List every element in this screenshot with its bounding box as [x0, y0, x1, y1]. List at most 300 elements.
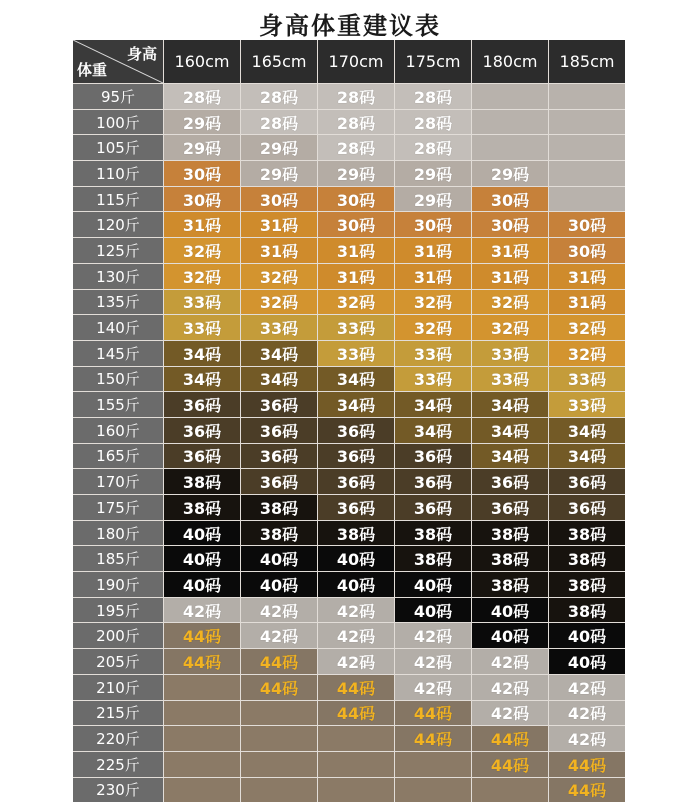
size-cell — [472, 572, 548, 597]
size-cell — [318, 238, 394, 263]
size-cell — [472, 726, 548, 751]
weight-label: 115斤 — [73, 187, 163, 212]
weight-label: 220斤 — [73, 726, 163, 751]
size-value: 40码 — [182, 524, 222, 544]
size-value: 42码 — [490, 704, 530, 724]
size-cell — [164, 623, 240, 648]
size-value: 38码 — [336, 524, 376, 544]
size-value: 31码 — [182, 216, 222, 236]
size-value: 40码 — [490, 627, 530, 647]
size-value: 36码 — [490, 473, 530, 493]
size-cell — [318, 264, 394, 289]
weight-label: 180斤 — [73, 521, 163, 546]
size-cell — [318, 392, 394, 417]
size-cell — [395, 392, 471, 417]
size-cell — [241, 675, 317, 700]
size-value: 32码 — [259, 267, 299, 287]
size-cell — [549, 675, 625, 700]
size-cell — [241, 649, 317, 674]
weight-label: 225斤 — [73, 752, 163, 777]
size-cell — [318, 701, 394, 726]
size-value: 38码 — [567, 601, 607, 621]
size-cell — [318, 212, 394, 237]
size-cell — [395, 290, 471, 315]
size-cell — [164, 546, 240, 571]
size-cell — [395, 546, 471, 571]
size-value: 30码 — [490, 216, 530, 236]
corner-header — [73, 40, 163, 83]
size-cell — [549, 469, 625, 494]
size-value: 38码 — [567, 524, 607, 544]
size-value: 36码 — [413, 498, 453, 518]
size-cell — [241, 135, 317, 160]
size-value: 36码 — [336, 421, 376, 441]
size-cell — [164, 367, 240, 392]
empty-cell — [395, 752, 471, 777]
size-value: 36码 — [413, 447, 453, 467]
size-value: 44码 — [567, 781, 607, 801]
size-value: 30码 — [413, 216, 453, 236]
size-cell — [164, 572, 240, 597]
size-value: 29码 — [490, 164, 530, 184]
size-cell — [164, 521, 240, 546]
size-cell — [164, 187, 240, 212]
size-cell — [164, 264, 240, 289]
empty-cell — [241, 778, 317, 803]
size-value: 28码 — [413, 113, 453, 133]
size-value: 31码 — [336, 267, 376, 287]
size-value: 34码 — [259, 344, 299, 364]
size-value: 34码 — [336, 370, 376, 390]
empty-cell — [472, 778, 548, 803]
size-cell — [549, 341, 625, 366]
size-value: 34码 — [567, 447, 607, 467]
size-cell — [241, 521, 317, 546]
weight-label: 170斤 — [73, 469, 163, 494]
size-cell — [318, 290, 394, 315]
size-value: 34码 — [336, 396, 376, 416]
size-value: 38码 — [413, 550, 453, 570]
size-cell — [395, 649, 471, 674]
size-cell — [472, 649, 548, 674]
size-cell — [472, 623, 548, 648]
size-value: 33码 — [259, 319, 299, 339]
size-cell — [241, 161, 317, 186]
size-cell — [395, 84, 471, 109]
size-value: 36码 — [336, 473, 376, 493]
size-value: 38码 — [490, 575, 530, 595]
size-value: 36码 — [259, 421, 299, 441]
size-value: 29码 — [182, 139, 222, 159]
size-cell — [164, 418, 240, 443]
size-value: 38码 — [413, 524, 453, 544]
size-value: 36码 — [336, 447, 376, 467]
empty-cell — [472, 110, 548, 135]
size-cell — [395, 135, 471, 160]
size-cell — [549, 290, 625, 315]
size-value: 42码 — [490, 652, 530, 672]
size-value: 30码 — [259, 190, 299, 210]
size-value: 34码 — [413, 421, 453, 441]
size-cell — [241, 444, 317, 469]
size-cell — [241, 572, 317, 597]
size-cell — [472, 315, 548, 340]
size-cell — [472, 392, 548, 417]
size-cell — [318, 187, 394, 212]
size-cell — [549, 572, 625, 597]
empty-cell — [472, 84, 548, 109]
size-value: 44码 — [490, 755, 530, 775]
size-value: 36码 — [182, 421, 222, 441]
size-cell — [549, 726, 625, 751]
size-value: 31码 — [490, 267, 530, 287]
size-cell — [395, 161, 471, 186]
height-header: 175cm — [395, 40, 471, 83]
size-cell — [395, 469, 471, 494]
weight-label: 125斤 — [73, 238, 163, 263]
size-cell — [549, 649, 625, 674]
size-cell — [241, 84, 317, 109]
empty-cell — [164, 726, 240, 751]
size-value: 38码 — [490, 550, 530, 570]
weight-label: 105斤 — [73, 135, 163, 160]
size-cell — [318, 546, 394, 571]
size-value: 29码 — [259, 164, 299, 184]
size-cell — [549, 367, 625, 392]
size-cell — [395, 187, 471, 212]
size-cell — [318, 110, 394, 135]
size-cell — [164, 290, 240, 315]
size-value: 33码 — [182, 319, 222, 339]
size-cell — [164, 469, 240, 494]
size-value: 31码 — [413, 241, 453, 261]
empty-cell — [241, 726, 317, 751]
empty-cell — [241, 752, 317, 777]
size-value: 29码 — [336, 164, 376, 184]
size-cell — [472, 290, 548, 315]
size-value: 31码 — [567, 293, 607, 313]
weight-label: 140斤 — [73, 315, 163, 340]
size-cell — [472, 367, 548, 392]
size-value: 28码 — [259, 113, 299, 133]
size-cell — [164, 444, 240, 469]
size-value: 42码 — [413, 652, 453, 672]
size-cell — [164, 135, 240, 160]
size-value: 40码 — [413, 575, 453, 595]
size-cell — [395, 110, 471, 135]
height-header: 180cm — [472, 40, 548, 83]
weight-label: 145斤 — [73, 341, 163, 366]
size-cell — [164, 598, 240, 623]
weight-label: 155斤 — [73, 392, 163, 417]
size-cell — [472, 675, 548, 700]
size-cell — [549, 623, 625, 648]
size-cell — [472, 187, 548, 212]
height-header: 170cm — [318, 40, 394, 83]
size-cell — [549, 752, 625, 777]
size-cell — [549, 546, 625, 571]
empty-cell — [472, 135, 548, 160]
size-value: 44码 — [490, 730, 530, 750]
size-value: 42码 — [567, 730, 607, 750]
weight-label: 120斤 — [73, 212, 163, 237]
size-cell — [318, 495, 394, 520]
size-cell — [395, 444, 471, 469]
size-value: 40码 — [259, 575, 299, 595]
empty-cell — [549, 84, 625, 109]
weight-label: 150斤 — [73, 367, 163, 392]
corner-height-label: 身高 — [126, 45, 157, 63]
size-cell — [395, 675, 471, 700]
corner-weight-label: 体重 — [77, 61, 108, 79]
size-value: 44码 — [413, 730, 453, 750]
weight-label: 200斤 — [73, 623, 163, 648]
size-cell — [241, 418, 317, 443]
weight-label: 165斤 — [73, 444, 163, 469]
size-cell — [318, 521, 394, 546]
size-cell — [395, 521, 471, 546]
size-value: 28码 — [336, 87, 376, 107]
size-cell — [395, 315, 471, 340]
size-cell — [549, 418, 625, 443]
size-cell — [241, 315, 317, 340]
size-cell — [472, 469, 548, 494]
size-cell — [549, 315, 625, 340]
size-cell — [395, 212, 471, 237]
size-cell — [164, 315, 240, 340]
size-value: 44码 — [336, 678, 376, 698]
size-cell — [164, 649, 240, 674]
size-cell — [395, 264, 471, 289]
size-value: 34码 — [567, 421, 607, 441]
size-cell — [395, 341, 471, 366]
size-value: 40码 — [490, 601, 530, 621]
size-value: 44码 — [182, 627, 222, 647]
size-cell — [318, 649, 394, 674]
size-value: 42码 — [336, 627, 376, 647]
size-value: 30码 — [182, 190, 222, 210]
size-value: 36码 — [259, 396, 299, 416]
size-value: 28码 — [182, 87, 222, 107]
size-cell — [241, 264, 317, 289]
size-value: 42码 — [259, 627, 299, 647]
size-value: 36码 — [259, 473, 299, 493]
size-cell — [472, 161, 548, 186]
size-value: 32码 — [567, 319, 607, 339]
size-table — [73, 40, 625, 802]
size-value: 29码 — [259, 139, 299, 159]
size-value: 40码 — [413, 601, 453, 621]
size-value: 34码 — [259, 370, 299, 390]
size-cell — [472, 418, 548, 443]
size-value: 32码 — [182, 241, 222, 261]
size-cell — [472, 264, 548, 289]
size-value: 33码 — [567, 370, 607, 390]
size-cell — [549, 264, 625, 289]
size-value: 33码 — [413, 370, 453, 390]
size-value: 42码 — [259, 601, 299, 621]
size-cell — [395, 701, 471, 726]
size-value: 44码 — [567, 755, 607, 775]
size-value: 33码 — [182, 293, 222, 313]
size-value: 44码 — [413, 704, 453, 724]
empty-cell — [318, 726, 394, 751]
size-cell — [241, 546, 317, 571]
size-value: 30码 — [336, 216, 376, 236]
size-cell — [241, 469, 317, 494]
size-cell — [549, 392, 625, 417]
size-cell — [318, 623, 394, 648]
empty-cell — [318, 778, 394, 803]
size-cell — [241, 367, 317, 392]
size-value: 42码 — [182, 601, 222, 621]
size-value: 28码 — [259, 87, 299, 107]
weight-label: 135斤 — [73, 290, 163, 315]
size-value: 42码 — [490, 678, 530, 698]
size-cell — [318, 418, 394, 443]
size-cell — [395, 598, 471, 623]
size-cell — [549, 495, 625, 520]
size-cell — [318, 675, 394, 700]
size-value: 30码 — [336, 190, 376, 210]
size-value: 38码 — [259, 524, 299, 544]
size-value: 42码 — [567, 678, 607, 698]
weight-label: 195斤 — [73, 598, 163, 623]
size-value: 31码 — [567, 267, 607, 287]
size-cell — [549, 212, 625, 237]
weight-label: 205斤 — [73, 649, 163, 674]
size-value: 34码 — [490, 396, 530, 416]
size-value: 32码 — [413, 319, 453, 339]
size-cell — [549, 778, 625, 803]
size-value: 33码 — [413, 344, 453, 364]
size-value: 33码 — [490, 344, 530, 364]
weight-label: 210斤 — [73, 675, 163, 700]
size-cell — [472, 212, 548, 237]
height-header: 185cm — [549, 40, 625, 83]
size-value: 33码 — [336, 319, 376, 339]
size-value: 38码 — [490, 524, 530, 544]
size-value: 30码 — [490, 190, 530, 210]
size-value: 40码 — [182, 550, 222, 570]
size-value: 38码 — [567, 550, 607, 570]
size-value: 44码 — [182, 652, 222, 672]
size-cell — [549, 238, 625, 263]
size-value: 42码 — [567, 704, 607, 724]
size-cell — [164, 110, 240, 135]
size-cell — [164, 341, 240, 366]
size-cell — [241, 290, 317, 315]
size-value: 29码 — [413, 164, 453, 184]
size-cell — [472, 444, 548, 469]
size-value: 40码 — [567, 627, 607, 647]
size-cell — [318, 341, 394, 366]
size-cell — [395, 726, 471, 751]
size-cell — [472, 495, 548, 520]
size-cell — [164, 212, 240, 237]
size-value: 30码 — [567, 216, 607, 236]
size-value: 38码 — [182, 498, 222, 518]
empty-cell — [164, 752, 240, 777]
size-cell — [318, 367, 394, 392]
size-value: 28码 — [336, 113, 376, 133]
weight-label: 190斤 — [73, 572, 163, 597]
size-value: 34码 — [413, 396, 453, 416]
size-value: 32码 — [567, 344, 607, 364]
size-cell — [318, 444, 394, 469]
size-cell — [549, 521, 625, 546]
size-cell — [241, 110, 317, 135]
weight-label: 185斤 — [73, 546, 163, 571]
size-cell — [318, 469, 394, 494]
size-value: 40码 — [182, 575, 222, 595]
size-value: 44码 — [336, 704, 376, 724]
size-value: 42码 — [413, 627, 453, 647]
size-cell — [241, 598, 317, 623]
size-cell — [164, 392, 240, 417]
size-cell — [241, 495, 317, 520]
size-value: 29码 — [182, 113, 222, 133]
size-value: 36码 — [259, 447, 299, 467]
size-value: 34码 — [490, 447, 530, 467]
size-cell — [549, 444, 625, 469]
size-cell — [549, 701, 625, 726]
size-cell — [318, 572, 394, 597]
page-title: 身高体重建议表 — [259, 12, 441, 40]
size-cell — [241, 392, 317, 417]
weight-label: 175斤 — [73, 495, 163, 520]
size-cell — [241, 187, 317, 212]
size-cell — [472, 598, 548, 623]
size-value: 33码 — [336, 344, 376, 364]
size-value: 36码 — [182, 396, 222, 416]
empty-cell — [164, 675, 240, 700]
empty-cell — [549, 161, 625, 186]
size-value: 31码 — [490, 241, 530, 261]
size-value: 36码 — [567, 473, 607, 493]
size-value: 31码 — [259, 241, 299, 261]
size-cell — [472, 521, 548, 546]
size-cell — [472, 546, 548, 571]
size-value: 32码 — [490, 319, 530, 339]
size-value: 28码 — [336, 139, 376, 159]
size-value: 30码 — [567, 241, 607, 261]
size-value: 40码 — [336, 575, 376, 595]
size-cell — [395, 572, 471, 597]
size-value: 40码 — [567, 652, 607, 672]
size-cell — [241, 212, 317, 237]
size-value: 42码 — [336, 652, 376, 672]
size-value: 32码 — [182, 267, 222, 287]
size-cell — [549, 598, 625, 623]
size-value: 33码 — [490, 370, 530, 390]
size-value: 34码 — [182, 344, 222, 364]
empty-cell — [164, 701, 240, 726]
size-value: 44码 — [259, 652, 299, 672]
size-cell — [395, 367, 471, 392]
size-cell — [164, 84, 240, 109]
empty-cell — [318, 752, 394, 777]
size-value: 28码 — [413, 139, 453, 159]
empty-cell — [549, 135, 625, 160]
weight-label: 110斤 — [73, 161, 163, 186]
size-value: 38码 — [259, 498, 299, 518]
size-value: 32码 — [259, 293, 299, 313]
weight-label: 95斤 — [73, 84, 163, 109]
size-cell — [164, 238, 240, 263]
size-value: 34码 — [490, 421, 530, 441]
size-value: 32码 — [490, 293, 530, 313]
